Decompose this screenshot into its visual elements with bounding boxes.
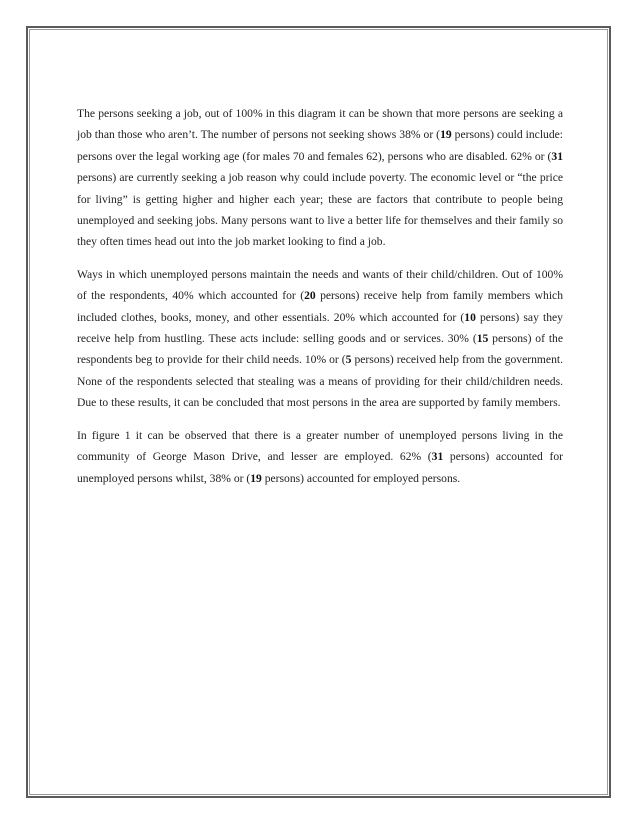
paragraph-text: In figure 1 it can be observed that there is a greater number of unemployed persons living in the community of George Mason Drive, and lesser are employed. 62% ( <box>77 428 563 464</box>
document-body <box>77 103 563 500</box>
bold-count: 19 <box>440 128 452 142</box>
paragraph-text: persons) received help from the government. None of the respondents selected that stealing was a means of providing for their child/children needs. Due to these results, it can be concluded that most persons in the area are supported by family members. <box>77 353 563 410</box>
paragraph-text: persons) receive help from family members which included clothes, books, money, and other essentials. 20% which accounted for ( <box>77 289 563 324</box>
paragraph-text: persons) could include: persons over the legal working age (for males 70 and females 62), persons who are disabled. 62% or ( <box>77 128 564 163</box>
paragraph-job-seeking <box>77 103 563 253</box>
paragraph-text: persons) accounted for employed persons. <box>261 471 461 485</box>
bold-count: 31 <box>551 149 563 163</box>
paragraph-text: Ways in which unemployed persons maintain the needs and wants of their child/children. Out of 100% of the respondents, 40% which accounted for ( <box>77 267 563 303</box>
paragraph-child-needs <box>77 264 563 414</box>
bold-count: 10 <box>464 310 476 324</box>
paragraph-text: persons) accounted for unemployed persons whilst, 38% or ( <box>77 450 563 485</box>
bold-count: 20 <box>304 289 316 303</box>
bold-count: 5 <box>345 353 352 367</box>
bold-count: 15 <box>476 332 489 346</box>
bold-count: 19 <box>250 471 262 485</box>
paragraph-text: The persons seeking a job, out of 100% in this diagram it can be shown that more persons are seeking a job than those who aren’t. The number of persons not seeking shows 38% or ( <box>77 107 563 142</box>
paragraph-figure-1 <box>77 425 563 489</box>
paragraph-text: persons) of the respondents beg to provide for their child needs. 10% or ( <box>77 332 563 367</box>
bold-count: 31 <box>431 450 444 464</box>
paragraph-text: persons) are currently seeking a job reason why could include poverty. The economic level or “the price for living” is getting higher and higher each year; these are factors that contribute to people being unemployed and seeking jobs. Many persons want to live a better life for themselves and their family so they often times head out into the job market looking to find a job. <box>77 171 563 249</box>
paragraph-text: persons) say they receive help from hustling. These acts include: selling goods and or services. 30% ( <box>77 310 563 346</box>
